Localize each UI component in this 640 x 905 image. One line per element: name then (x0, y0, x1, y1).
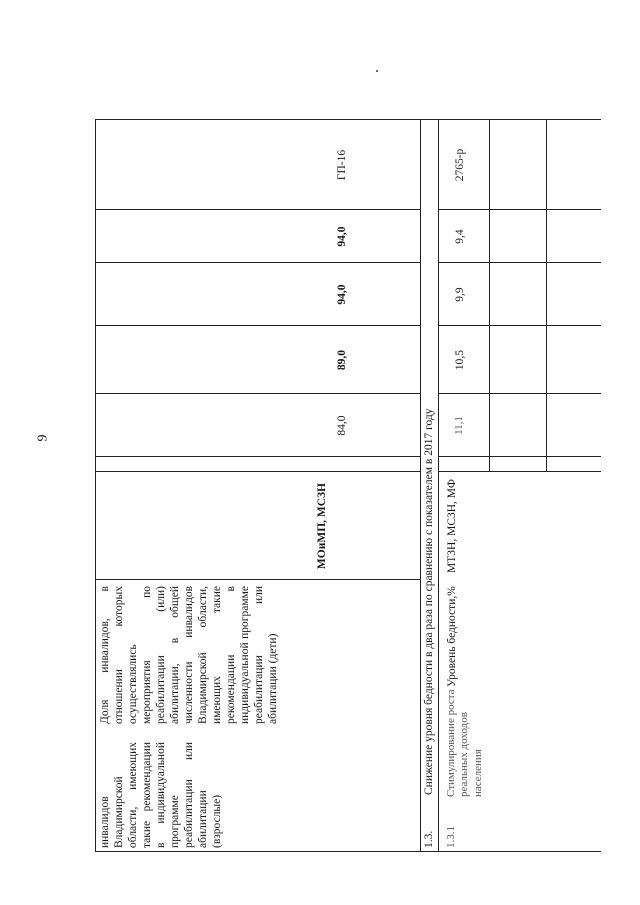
section-divider (438, 120, 439, 852)
column-divider (95, 209, 420, 210)
value-poverty-2021: 9,9 (454, 287, 466, 302)
value-2020: 89,0 (336, 349, 348, 371)
measure-text: Стимулирование роста реальных доходов населения (445, 689, 484, 797)
value-poverty-2020: 10,5 (454, 349, 466, 371)
indicator-poverty: Уровень бедности,% (446, 586, 458, 687)
source-poverty: 2765-р (454, 148, 466, 182)
value-2021: 94,0 (336, 284, 348, 305)
row-number: 1.3.1 (445, 826, 457, 848)
source-children: ГП-16 (336, 149, 348, 181)
column-divider (95, 579, 420, 580)
table-border-left (95, 851, 601, 852)
column-divider (438, 471, 601, 472)
responsible-poverty: МТЗН, МСЗН, МФ (446, 479, 458, 573)
scan-speck (376, 70, 378, 72)
rotated-table (95, 120, 601, 852)
responsible-children: МОиМП, МСЗН (316, 482, 328, 570)
indicator-children-text: Доля инвалидов, в отношении которых осуществлялись мероприятия по реабилитации (или) абилитации, в общей численности инвалидов Владимирской области, имеющих такие рекомендации в индивидуальной программе реабилитации или абилитации (дети) (99, 586, 280, 724)
page-number: 9 (35, 434, 51, 442)
section-number: 1.3. (423, 830, 435, 848)
value-2019: 84,0 (336, 415, 348, 436)
column-divider (95, 393, 420, 394)
row-divider (420, 120, 421, 852)
indicator-adults-text: инвалидов Владимирской области, имеющих такие рекомендации в индивидуальной программе реабилитации или абилитации (взрослые) (99, 742, 224, 848)
subrow-divider (489, 120, 490, 472)
value-2022: 94,0 (336, 226, 348, 247)
value-poverty-2019: 11,1 (453, 416, 465, 435)
subrow-divider (546, 120, 547, 472)
table-border-top (95, 120, 96, 852)
section-title: Снижение уровня бедности в два раза по сравнению с показателем в 2017 году (423, 408, 435, 795)
column-divider (95, 262, 420, 263)
column-divider (95, 456, 420, 457)
column-divider (95, 471, 420, 472)
value-poverty-2022: 9,4 (454, 229, 466, 244)
column-divider (95, 325, 420, 326)
